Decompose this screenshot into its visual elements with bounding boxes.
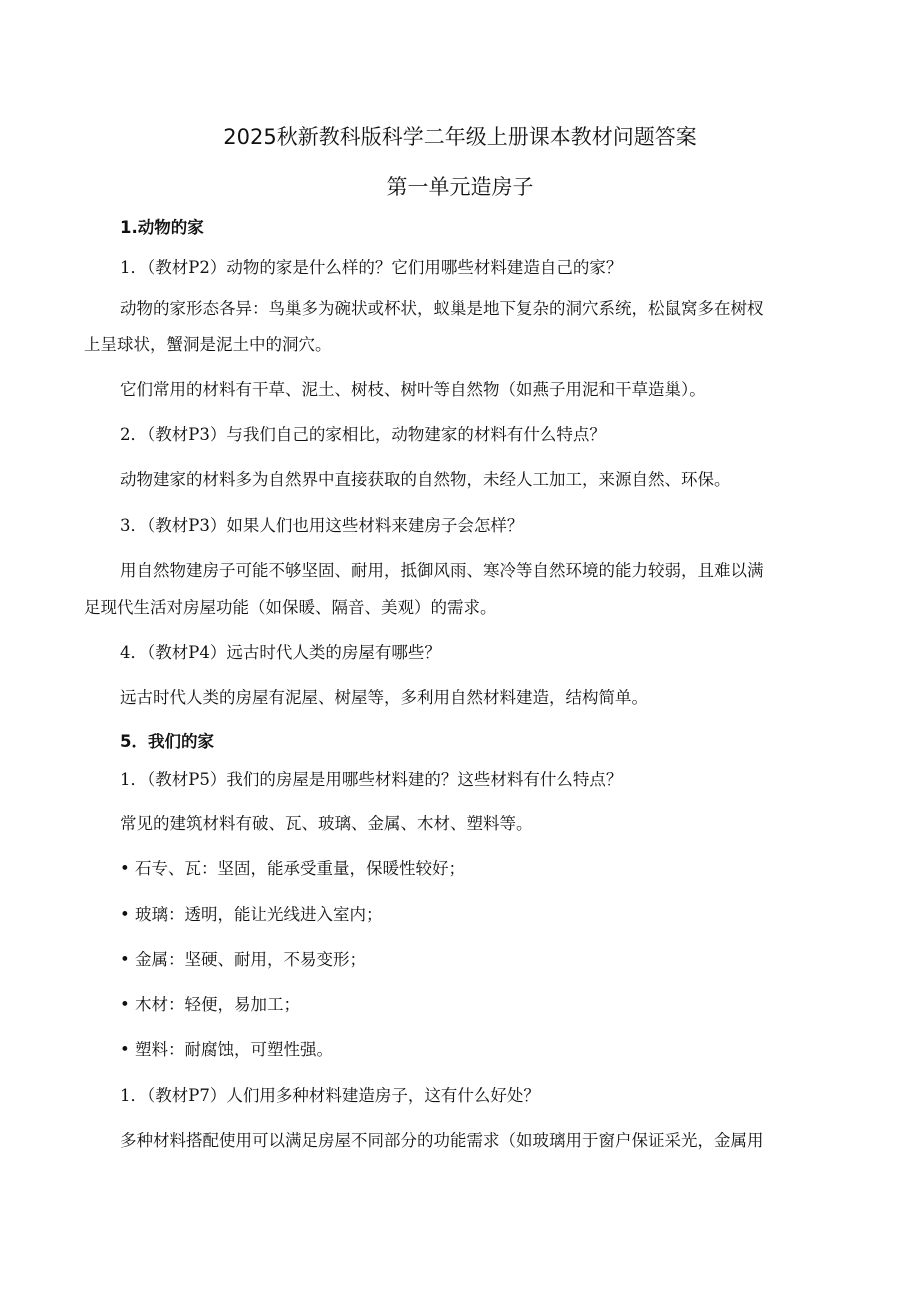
- question-line: 2．（教材P3）与我们自己的家相比，动物建家的材料有什么特点？: [120, 425, 606, 444]
- question-line: 3．（教材P3）如果人们也用这些材料来建房子会怎样？: [120, 516, 524, 535]
- bullet-item: • 金属：坚硬、耐用，不易变形；: [120, 950, 366, 969]
- bullet-item: • 石专、瓦：坚固，能承受重量，保暖性较好；: [120, 859, 465, 878]
- bullet-item: • 玻璃：透明，能让光线进入室内；: [120, 905, 383, 924]
- answer-line: 它们常用的材料有干草、泥土、树枝、树叶等自然物（如燕子用泥和干草造巢）。: [120, 380, 706, 399]
- question-line: 4．（教材P4）远古时代人类的房屋有哪些？: [120, 643, 441, 662]
- section-heading-our-homes: 5．我们的家: [120, 732, 214, 751]
- document-title: 2025秋新教科版科学二年级上册课本教材问题答案: [223, 125, 697, 149]
- answer-line: 用自然物建房子可能不够坚固、耐用，抵御风雨、寒冷等自然环境的能力较弱，且难以满: [120, 561, 764, 580]
- answer-line: 多种材料搭配使用可以满足房屋不同部分的功能需求（如玻璃用于窗户保证采光，金属用: [120, 1131, 764, 1150]
- answer-line: 常见的建筑材料有破、瓦、玻璃、金属、木材、塑料等。: [120, 814, 533, 833]
- question-line: 1．（教材P5）我们的房屋是用哪些材料建的？这些材料有什么特点？: [120, 770, 623, 789]
- answer-line: 上呈球状，蟹洞是泥土中的洞穴。: [84, 335, 332, 354]
- bullet-item: • 木材：轻便，易加工；: [120, 995, 300, 1014]
- answer-line: 远古时代人类的房屋有泥屋、树屋等，多利用自然材料建造，结构简单。: [120, 688, 648, 707]
- answer-line: 动物建家的材料多为自然界中直接获取的自然物，未经人工加工，来源自然、环保。: [120, 470, 731, 489]
- answer-line: 动物的家形态各异：鸟巢多为碗状或杯状，蚁巢是地下复杂的洞穴系统，松鼠窝多在树杈: [120, 299, 764, 318]
- question-line: 1．（教材P7）人们用多种材料建造房子，这有什么好处？: [120, 1086, 540, 1105]
- section-heading-animal-homes: 1.动物的家: [120, 218, 204, 237]
- answer-line: 足现代生活对房屋功能（如保暖、隔音、美观）的需求。: [84, 598, 497, 617]
- unit-title: 第一单元造房子: [386, 175, 534, 199]
- question-line: 1．（教材P2）动物的家是什么样的？它们用哪些材料建造自己的家？: [120, 258, 623, 277]
- bullet-item: • 塑料：耐腐蚀，可塑性强。: [120, 1040, 333, 1059]
